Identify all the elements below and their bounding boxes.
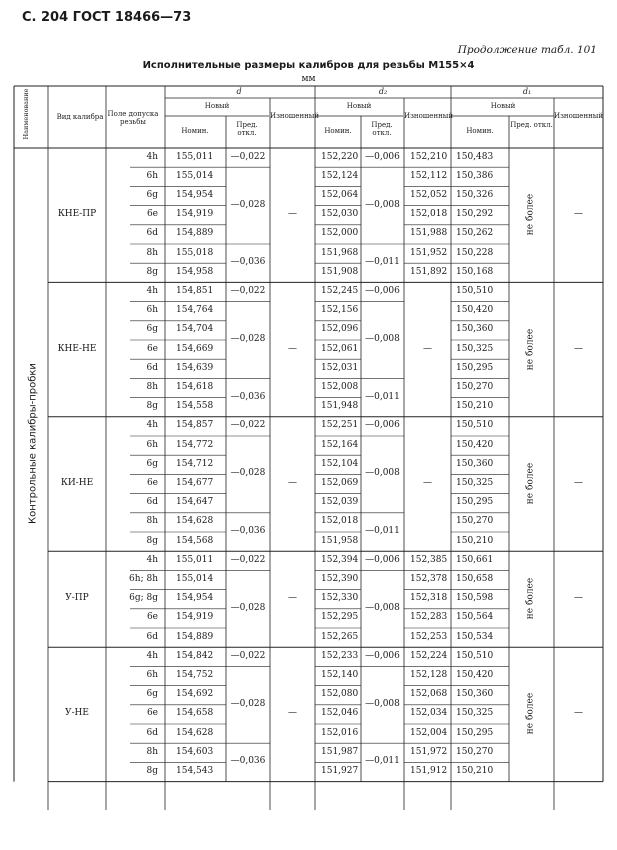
tolerance-field: 6h [146, 439, 158, 450]
d2-worn: 152,378 [410, 574, 448, 584]
d-limit-deviation: —0,022 [230, 650, 266, 661]
d2-nominal: 152,096 [321, 324, 359, 335]
tolerance-field: 8g [146, 266, 158, 277]
d1-nominal: 150,360 [456, 458, 494, 469]
d2-nominal: 152,046 [321, 708, 359, 719]
d2-worn: 152,052 [410, 190, 448, 200]
d-nominal: 154,677 [176, 478, 214, 488]
tolerance-field: 8h [146, 516, 158, 527]
d2-nominal: 152,008 [321, 382, 359, 392]
d2-nominal: 152,390 [321, 574, 359, 584]
header-d-new: Новый [204, 102, 230, 110]
tolerance-field: 6h [146, 305, 158, 316]
d-limit-deviation: —0,022 [230, 286, 266, 296]
d1-nominal: 150,325 [456, 708, 494, 719]
tolerance-field: 6g [146, 689, 158, 700]
d1-nominal: 150,270 [456, 516, 494, 527]
d2-worn: 151,912 [410, 766, 448, 776]
d2-limit-deviation: —0,006 [365, 420, 400, 431]
tolerance-field: 8h [146, 247, 158, 258]
d-nominal: 155,011 [176, 554, 214, 565]
d2-limit-deviation: —0,011 [365, 391, 400, 402]
d2-nominal: 152,265 [321, 631, 359, 642]
header-d-limit: Пред. откл. [236, 121, 258, 137]
d-nominal: 154,919 [176, 209, 214, 220]
d1-nominal: 150,658 [456, 574, 494, 584]
d2-nominal: 152,031 [321, 362, 359, 373]
header-type-col: Вид калибра [56, 113, 104, 121]
d1-nominal: 150,325 [456, 478, 494, 488]
tolerance-field: 6d [146, 727, 158, 738]
d-nominal: 154,558 [176, 401, 214, 412]
tolerance-field: 8g [146, 535, 158, 546]
d1-limit-ne-bolee: не более [525, 193, 536, 236]
d-worn-dash: — [288, 343, 297, 354]
d-limit-deviation: —0,028 [230, 199, 266, 210]
d1-nominal: 150,210 [456, 401, 494, 412]
d2-worn: 152,210 [410, 151, 448, 162]
d-nominal: 154,712 [176, 458, 214, 469]
d1-nominal: 150,295 [456, 497, 494, 508]
calibre-type: КНЕ-ПР [57, 209, 97, 220]
d-nominal: 155,011 [176, 151, 214, 162]
d-limit-deviation: —0,028 [230, 468, 266, 479]
d-nominal: 154,628 [176, 727, 214, 738]
d-nominal: 154,842 [176, 650, 214, 661]
d2-limit-deviation: —0,008 [365, 334, 400, 344]
d-nominal: 154,857 [176, 420, 214, 431]
d1-nominal: 150,270 [456, 382, 494, 392]
d1-nominal: 150,168 [456, 266, 494, 277]
d2-limit-deviation: —0,006 [365, 554, 400, 565]
header-d2-limit: Пред. откл. [371, 121, 393, 137]
d2-nominal: 152,220 [321, 151, 359, 162]
d1-limit-ne-bolee: не более [525, 328, 536, 370]
d2-worn: 152,128 [410, 670, 448, 680]
d-nominal: 154,658 [176, 708, 214, 719]
d1-nominal: 150,420 [456, 305, 494, 316]
d2-limit-deviation: —0,006 [365, 650, 400, 661]
tolerance-field: 6e [146, 708, 158, 719]
d-nominal: 155,018 [176, 247, 214, 258]
d2-limit-deviation: —0,011 [365, 257, 400, 268]
d-nominal: 154,958 [176, 266, 214, 277]
tolerance-field: 6h [146, 170, 158, 181]
tolerance-field: 4h [146, 286, 158, 296]
d2-nominal: 152,233 [321, 650, 359, 661]
calibre-type: КИ-НЕ [60, 478, 94, 488]
tolerance-field: 8g [146, 766, 158, 776]
header-d1: d₁ [522, 87, 532, 96]
tolerance-field: 6h; 8h [129, 574, 158, 584]
d2-nominal: 152,124 [321, 170, 359, 181]
header-d1-limit: Пред. откл. [510, 121, 553, 129]
header-tolerance-col: Поле допуска резьбы [107, 110, 159, 126]
d2-nominal: 152,140 [321, 670, 359, 680]
d-nominal: 154,639 [176, 362, 214, 373]
d1-nominal: 150,360 [456, 324, 494, 335]
d1-worn-dash: — [574, 478, 583, 488]
d1-nominal: 150,483 [456, 151, 494, 162]
d2-limit-deviation: —0,011 [365, 756, 400, 767]
header-d1-worn: Изношенный [554, 112, 604, 120]
tolerance-field: 8h [146, 382, 158, 392]
tolerance-field: 4h [146, 151, 158, 162]
header-name-col: Наименование [22, 88, 30, 140]
header-d1-new: Новый [490, 102, 516, 110]
header-d: d [236, 87, 242, 96]
d2-worn-dash: — [423, 343, 432, 354]
table-title: Исполнительные размеры калибров для резьбы М155×4 [142, 60, 475, 71]
d-nominal: 154,954 [176, 190, 214, 200]
d2-worn: 152,318 [410, 593, 448, 604]
d2-worn-dash: — [423, 478, 432, 488]
table-unit: мм [301, 74, 316, 84]
header-d2: d₂ [378, 87, 388, 96]
tolerance-field: 6g [146, 458, 158, 469]
d1-nominal: 150,510 [456, 420, 494, 431]
d-limit-deviation: —0,036 [230, 257, 266, 268]
tolerance-field: 6d [146, 362, 158, 373]
d-nominal: 154,543 [176, 766, 214, 776]
d2-limit-deviation: —0,006 [365, 286, 400, 296]
d-nominal: 154,889 [176, 228, 214, 239]
d-nominal: 154,752 [176, 670, 214, 680]
d2-nominal: 151,987 [321, 746, 359, 757]
header-d2-new: Новый [346, 102, 372, 110]
d2-worn: 151,972 [410, 746, 448, 757]
tolerance-field: 6e [146, 612, 158, 623]
d1-limit-ne-bolee: не более [525, 462, 536, 505]
d2-nominal: 152,251 [321, 420, 359, 431]
d2-nominal: 151,948 [321, 401, 359, 412]
d2-limit-deviation: —0,008 [365, 199, 400, 210]
d2-nominal: 152,245 [321, 286, 359, 296]
d2-nominal: 152,064 [321, 190, 359, 200]
d2-nominal: 152,394 [321, 554, 359, 565]
d1-nominal: 150,564 [456, 612, 494, 623]
d2-worn: 152,004 [410, 727, 448, 738]
header-d-worn: Изношенный [270, 112, 320, 120]
d2-worn: 151,988 [410, 228, 448, 239]
d2-worn: 152,018 [410, 209, 448, 220]
d2-limit-deviation: —0,006 [365, 151, 400, 162]
d1-limit-ne-bolee: не более [525, 577, 536, 620]
d-limit-deviation: —0,022 [230, 554, 266, 565]
tolerance-field: 6h [146, 670, 158, 680]
d-worn-dash: — [288, 593, 297, 604]
tolerance-field: 6d [146, 497, 158, 508]
header-d-nominal: Номин. [181, 127, 209, 135]
d-nominal: 154,692 [176, 689, 214, 700]
tolerance-field: 6e [146, 478, 158, 488]
d1-nominal: 150,210 [456, 766, 494, 776]
d-worn-dash: — [288, 478, 297, 488]
d2-worn: 152,112 [410, 170, 448, 181]
d1-nominal: 150,270 [456, 746, 494, 757]
d-nominal: 155,014 [176, 170, 214, 181]
d-limit-deviation: —0,022 [230, 151, 266, 162]
d2-nominal: 151,968 [321, 247, 359, 258]
d2-limit-deviation: —0,008 [365, 698, 400, 709]
d-nominal: 154,704 [176, 324, 214, 335]
d2-nominal: 152,030 [321, 209, 359, 220]
tolerance-field: 8h [146, 746, 158, 757]
d-nominal: 154,772 [176, 439, 214, 450]
d2-nominal: 152,295 [321, 612, 359, 623]
d1-nominal: 150,510 [456, 650, 494, 661]
d-limit-deviation: —0,028 [230, 602, 266, 613]
d1-nominal: 150,661 [456, 554, 494, 565]
d-nominal: 154,618 [176, 382, 214, 392]
d2-nominal: 152,080 [321, 689, 359, 700]
d-nominal: 154,954 [176, 593, 214, 604]
tolerance-field: 8g [146, 401, 158, 412]
d-nominal: 154,764 [176, 305, 214, 316]
d1-nominal: 150,295 [456, 727, 494, 738]
d2-worn: 152,224 [410, 650, 448, 661]
d-limit-deviation: —0,028 [230, 334, 266, 344]
tolerance-field: 4h [146, 650, 158, 661]
tolerance-field: 6e [146, 209, 158, 220]
d2-limit-deviation: —0,008 [365, 602, 400, 613]
d2-worn: 151,892 [410, 266, 448, 277]
d2-worn: 152,034 [410, 708, 448, 719]
d2-nominal: 151,908 [321, 266, 359, 277]
d-nominal: 154,851 [176, 286, 214, 296]
calibre-type: У-НЕ [65, 708, 89, 719]
tolerance-field: 4h [146, 554, 158, 565]
tolerance-field: 4h [146, 420, 158, 431]
d1-worn-dash: — [574, 343, 583, 354]
header-d2-nominal: Номин. [324, 127, 352, 135]
page-reference: С. 204 ГОСТ 18466—73 [22, 10, 192, 25]
d-nominal: 154,889 [176, 631, 214, 642]
d-limit-deviation: —0,036 [230, 526, 266, 536]
d1-worn-dash: — [574, 593, 583, 604]
d2-limit-deviation: —0,011 [365, 526, 400, 536]
d2-nominal: 152,104 [321, 458, 359, 469]
d-nominal: 154,669 [176, 343, 214, 354]
d2-worn: 152,253 [410, 631, 448, 642]
d-limit-deviation: —0,028 [230, 698, 266, 709]
tolerance-field: 6g [146, 190, 158, 200]
d2-nominal: 151,927 [321, 766, 359, 776]
d-limit-deviation: —0,022 [230, 420, 266, 431]
d2-nominal: 152,061 [321, 343, 359, 354]
calibre-type: КНЕ-НЕ [57, 343, 97, 354]
tolerance-field: 6g; 8g [129, 593, 158, 604]
d-nominal: 154,603 [176, 746, 214, 757]
d2-nominal: 151,958 [321, 535, 359, 546]
d1-nominal: 150,386 [456, 170, 494, 181]
calibre-name: Контрольные калибры-пробки [27, 363, 39, 524]
d2-worn: 152,068 [410, 689, 448, 700]
d1-nominal: 150,534 [456, 631, 494, 642]
d1-nominal: 150,420 [456, 439, 494, 450]
d1-nominal: 150,420 [456, 670, 494, 680]
d1-worn-dash: — [574, 209, 583, 220]
d1-nominal: 150,292 [456, 209, 494, 220]
d2-nominal: 152,156 [321, 305, 359, 316]
d2-nominal: 152,018 [321, 516, 359, 527]
d1-nominal: 150,360 [456, 689, 494, 700]
d2-limit-deviation: —0,008 [365, 468, 400, 479]
continuation-note: Продолжение табл. 101 [457, 44, 597, 56]
d1-nominal: 150,326 [456, 190, 494, 200]
d-limit-deviation: —0,036 [230, 391, 266, 402]
tolerance-field: 6d [146, 631, 158, 642]
d1-nominal: 150,210 [456, 535, 494, 546]
d2-worn: 151,952 [410, 247, 448, 258]
d2-nominal: 152,330 [321, 593, 359, 604]
d-nominal: 154,568 [176, 535, 214, 546]
d2-nominal: 152,164 [321, 439, 359, 450]
d2-nominal: 152,016 [321, 727, 359, 738]
header-d2-worn: Изношенный [404, 112, 454, 120]
d1-nominal: 150,325 [456, 343, 494, 354]
d-nominal: 154,647 [176, 497, 214, 508]
d2-worn: 152,283 [410, 612, 448, 623]
d-nominal: 154,628 [176, 516, 214, 527]
d-worn-dash: — [288, 209, 297, 220]
d-limit-deviation: —0,036 [230, 756, 266, 767]
d2-nominal: 152,069 [321, 478, 359, 488]
d2-worn: 152,385 [410, 554, 448, 565]
d-worn-dash: — [288, 708, 297, 719]
header-d1-nominal: Номин. [466, 127, 494, 135]
d1-nominal: 150,262 [456, 228, 494, 239]
d2-nominal: 152,039 [321, 497, 359, 508]
d1-nominal: 150,295 [456, 362, 494, 373]
tolerance-field: 6d [146, 228, 158, 239]
d1-nominal: 150,510 [456, 286, 494, 296]
d-nominal: 155,014 [176, 574, 214, 584]
d1-nominal: 150,228 [456, 247, 494, 258]
d2-nominal: 152,000 [321, 228, 359, 239]
tolerance-field: 6g [146, 324, 158, 335]
d1-nominal: 150,598 [456, 593, 494, 604]
d-nominal: 154,919 [176, 612, 214, 623]
tolerance-field: 6e [146, 343, 158, 354]
d1-limit-ne-bolee: не более [525, 693, 536, 735]
d1-worn-dash: — [574, 708, 583, 719]
calibre-type: У-ПР [65, 593, 89, 604]
